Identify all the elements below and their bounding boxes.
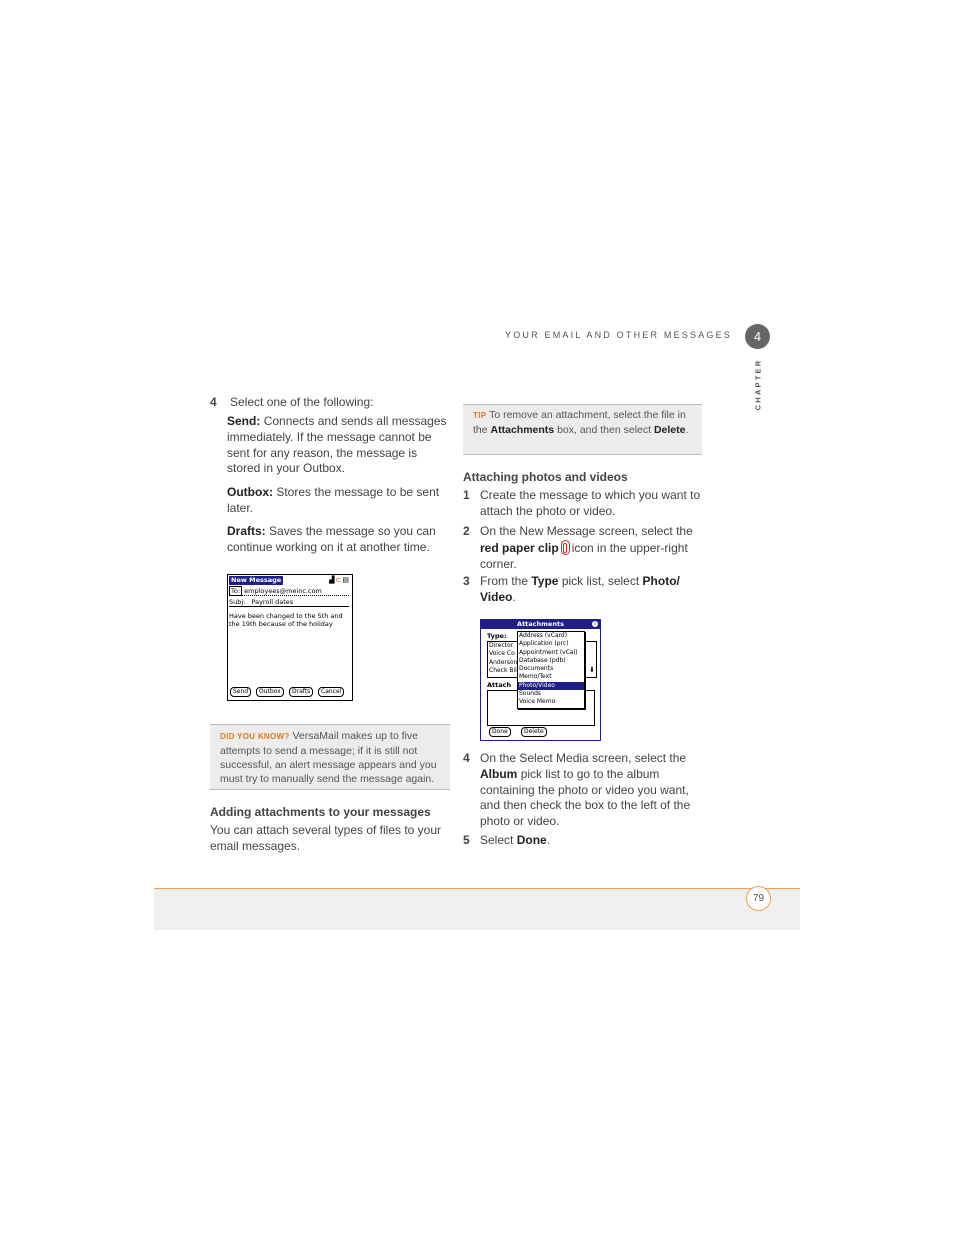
step-number: 1 (463, 488, 470, 502)
tip-bold: Attachments (490, 424, 555, 436)
option-send (227, 414, 449, 477)
chapter-number-badge: 4 (745, 324, 770, 349)
to-row[interactable] (229, 587, 349, 596)
red-paper-clip-icon (561, 540, 570, 555)
tip-bold: Delete (653, 424, 686, 436)
screen-title: Attachments (481, 620, 600, 629)
dropdown-item[interactable]: Database (pdb) (519, 656, 566, 664)
attach-label: Attach (487, 681, 512, 689)
list-item[interactable]: Voice Co (489, 650, 515, 658)
subj-label: Subj: (229, 598, 246, 606)
list-item[interactable]: Check Bil (489, 666, 517, 674)
section-heading-adding-attachments: Adding attachments to your messages (210, 805, 431, 819)
option-outbox (227, 485, 449, 517)
to-label: To: (231, 587, 241, 595)
step-text: On the Select Media screen, select the Album pick list to go to the album containing the photo or video you want, and then check the box to the left of the photo or video. (480, 751, 691, 829)
tip-text: To remove an attachment, select the file in the (473, 409, 686, 436)
right-step1 (463, 488, 703, 520)
dropdown-item[interactable]: Memo/Text (519, 673, 552, 681)
drafts-button[interactable]: Drafts (289, 687, 313, 697)
page-number: 79 (746, 886, 771, 911)
step-number: 4 (210, 395, 217, 409)
option-text: Stores the message to be sent later. (227, 485, 440, 515)
footer-divider (154, 888, 800, 889)
dropdown-item-selected[interactable]: Photo/Video (518, 682, 584, 690)
list-item[interactable]: Director (489, 642, 514, 649)
new-message-screenshot (227, 574, 353, 701)
did-you-know-label: DID YOU KNOW? (220, 732, 290, 741)
signal-icon: ▟ (329, 576, 336, 584)
tip-box: TIP To remove an attachment, select the file in the Attachments box, and then select Delete. (463, 404, 702, 455)
info-icon[interactable]: i (592, 621, 598, 627)
option-label: Send: (227, 414, 261, 428)
right-step2 (463, 524, 703, 572)
left-step4 (210, 395, 450, 411)
section-heading-attaching-photos: Attaching photos and videos (463, 470, 628, 484)
title-bar-icons (329, 576, 350, 584)
step-number: 2 (463, 524, 470, 538)
type-dropdown[interactable] (517, 631, 585, 709)
step-text: Create the message to which you want to attach the photo or video. (480, 488, 701, 518)
step-text: Select Done. (480, 833, 551, 847)
option-label: Outbox: (227, 485, 273, 499)
subj-value: Payroll dates (251, 598, 294, 606)
step-text: Select one of the following: (230, 395, 374, 409)
did-you-know-box (210, 724, 450, 790)
did-you-know-text: VersaMail makes up to five attempts to send a message; if it is still not successful, an alert message appears and you must try to manually send the message again. (220, 730, 437, 785)
dropdown-item[interactable]: Appointment (vCal) (519, 648, 578, 656)
right-step3 (463, 574, 703, 606)
running-header: YOUR EMAIL AND OTHER MESSAGES (505, 330, 732, 340)
tip-text: box, and then select (557, 424, 652, 436)
step-number: 4 (463, 751, 470, 765)
attachments-screenshot (480, 619, 601, 741)
type-label: Type: (487, 632, 507, 640)
done-button[interactable]: Done (489, 727, 511, 737)
step-text: On the New Message screen, select the red paper clip icon in the upper-right corner. (480, 524, 693, 571)
message-body[interactable]: Have been changed to the 5th and the 19th because of the holiday (229, 612, 343, 628)
paper-clip-icon: ⊂ (335, 576, 343, 584)
step-number: 5 (463, 833, 470, 847)
send-button[interactable]: Send (230, 687, 251, 697)
option-text: Connects and sends all messages immediately. If the message cannot be sent for any reason, the message is stored in your Outbox. (227, 414, 447, 476)
list-item[interactable]: Anderson (489, 658, 518, 666)
section-text-adding-attachments: You can attach several types of files to your email messages. (210, 823, 442, 853)
dropdown-item[interactable]: Voice Memo (519, 698, 556, 706)
footer-band (154, 889, 800, 930)
step-text: From the Type pick list, select Photo/ Video. (480, 574, 680, 604)
cancel-button[interactable]: Cancel (318, 687, 344, 697)
menu-icon: ▤ (342, 576, 350, 584)
option-text: Saves the message so you can continue working on it at another time. (227, 524, 436, 554)
delete-button[interactable]: Delete (521, 727, 547, 737)
right-step5 (463, 833, 703, 849)
dropdown-item[interactable]: Documents (519, 665, 554, 673)
to-value: employees@meinc.com (244, 587, 322, 595)
outbox-button[interactable]: Outbox (256, 687, 284, 697)
subj-row[interactable] (229, 598, 349, 607)
right-step4 (463, 751, 703, 830)
option-label: Drafts: (227, 524, 266, 538)
dropdown-item[interactable]: Application (prc) (519, 640, 569, 648)
dropdown-item[interactable]: Sounds (519, 690, 542, 698)
tip-label: TIP (473, 411, 487, 420)
step-number: 3 (463, 574, 470, 588)
chapter-label: CHAPTER (753, 358, 763, 411)
screen-title: New Message (231, 576, 282, 584)
dropdown-item[interactable]: Address (vCard) (519, 632, 568, 639)
option-drafts (227, 524, 449, 556)
scroll-down-icon[interactable]: ⬇ (589, 666, 595, 674)
